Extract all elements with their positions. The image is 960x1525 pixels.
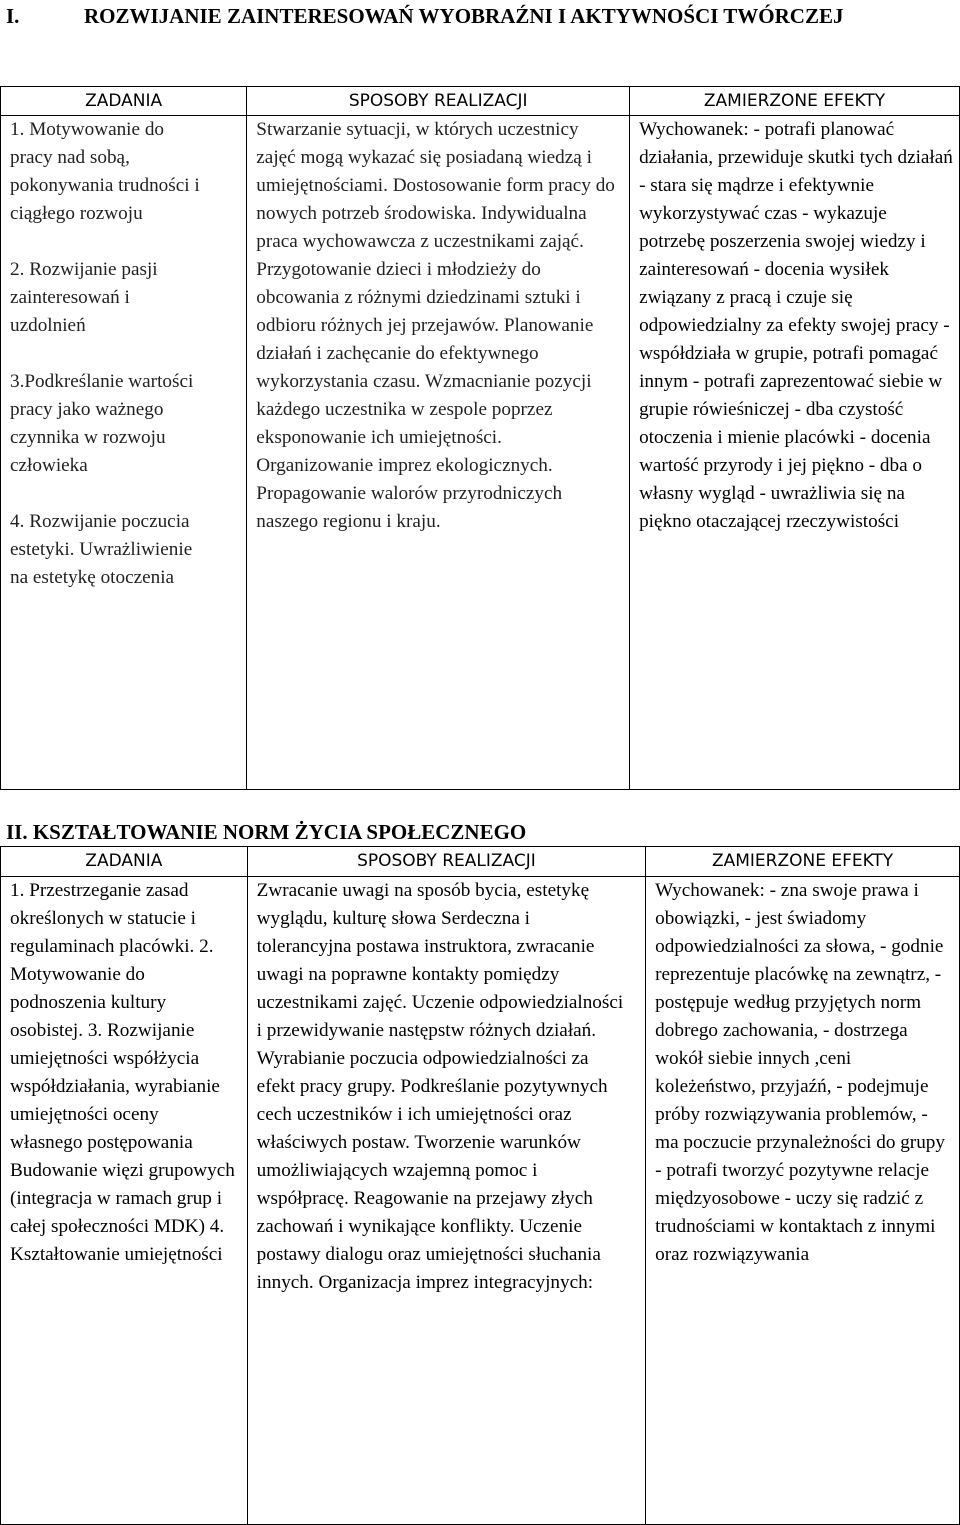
column-header-sposoby-realizacji: SPOSOBY REALIZACJI: [247, 847, 645, 877]
column-header-sposoby-realizacji: SPOSOBY REALIZACJI: [247, 87, 630, 116]
effects-cell: [646, 877, 960, 1525]
section-2-table: [0, 846, 960, 1525]
effects-text: Wychowanek: - zna swoje prawa i obowiązki, - jest świadomy odpowiedzialności za słowa, - godnie reprezentuje placówkę na zewnątrz, - postępuje według przyjętych norm dobrego zachowania, - dostrzega wokół siebie innych ,ceni koleżeństwo, przyjaźń, - podejmuje próby rozwiązywania problemów, - ma poczucie przynależności do grupy - potrafi tworzyć pozytywne relacje międzyosobowe - uczy się radzić z trudnościami w kontaktach z innymi oraz rozwiązywania: [655, 880, 945, 1265]
task-item: 2. Rozwijanie pasji zainteresowań i uzdolnień: [10, 259, 158, 336]
tasks-text: 1. Przestrzeganie zasad określonych w statucie i regulaminach placówki. 2. Motywowanie do podnoszenia kultury osobistej. 3. Rozwijanie umiejętności współżycia współdziałania, wyrabianie umiejętności oceny własnego postępowania Budowanie więzi grupowych (integracja w ramach grup i całej społeczności MDK) 4. Kształtowanie umiejętności: [10, 880, 235, 1265]
methods-cell: [247, 877, 645, 1525]
methods-cell: [247, 116, 630, 790]
section-1-title: ROZWIJANIE ZAINTERESOWAŃ WYOBRAŹNI I AKTYWNOŚCI TWÓRCZEJ: [84, 4, 844, 28]
effects-text: Wychowanek: - potrafi planować działania, przewiduje skutki tych działań - stara się mądrze i efektywnie wykorzystywać czas - wykazuje potrzebę poszerzenia swojej wiedzy i zainteresowań - docenia wysiłek związany z pracą i czuje się odpowiedzialny za efekty swojej pracy - współdziała w grupie, potrafi pomagać innym - potrafi zaprezentować siebie w grupie rówieśniczej - dba czystość otoczenia i mienie placówki - docenia wartość przyrody i jej piękno - dba o własny wygląd - uwrażliwia się na piękno otaczającej rzeczywistości: [639, 119, 953, 532]
section-2-title: II. KSZTAŁTOWANIE NORM ŻYCIA SPOŁECZNEGO: [6, 820, 527, 844]
task-item: 4. Rozwijanie poczucia estetyki. Uwrażliwienie na estetykę otoczenia: [10, 511, 193, 588]
section-1-number: I.: [6, 4, 20, 28]
column-header-zamierzone-efekty: ZAMIERZONE EFEKTY: [646, 847, 960, 877]
task-item: 3.Podkreślanie wartości pracy jako ważnego czynnika w rozwoju człowieka: [10, 371, 194, 476]
section-1-table: [0, 86, 960, 790]
methods-text: Zwracanie uwagi na sposób bycia, estetykę wyglądu, kulturę słowa Serdeczna i tolerancyjna postawa instruktora, zwracanie uwagi na poprawne kontakty pomiędzy uczestnikami zajęć. Uczenie odpowiedzialności i przewidywanie następstw różnych działań. Wyrabianie poczucia odpowiedzialności za efekt pracy grupy. Podkreślanie pozytywnych cech uczestników i ich umiejętności oraz właściwych postaw. Tworzenie warunków umożliwiających wzajemną pomoc i współpracę. Reagowanie na przejawy złych zachowań i wynikające konflikty. Uczenie postawy dialogu oraz umiejętności słuchania innych. Organizacja imprez integracyjnych:: [256, 880, 624, 1293]
column-header-zamierzone-efekty: ZAMIERZONE EFEKTY: [630, 87, 960, 116]
task-item: 1. Motywowanie do pracy nad sobą, pokonywania trudności i ciągłego rozwoju: [10, 119, 200, 224]
effects-cell: [630, 116, 960, 790]
column-header-zadania: ZADANIA: [1, 847, 248, 877]
tasks-cell: [1, 116, 247, 790]
column-header-zadania: ZADANIA: [1, 87, 247, 116]
tasks-cell: [1, 877, 248, 1525]
methods-text: Stwarzanie sytuacji, w których uczestnicy zajęć mogą wykazać się posiadaną wiedzą i umiejętnościami. Dostosowanie form pracy do nowych potrzeb środowiska. Indywidualna praca wychowawcza z uczestnikami zająć. Przygotowanie dzieci i młodzieży do obcowania z różnymi dziedzinami sztuki i odbioru różnych jej przejawów. Planowanie działań i zachęcanie do efektywnego wykorzystania czasu. Wzmacnianie pozycji każdego uczestnika w zespole poprzez eksponowanie ich umiejętności. Organizowanie imprez ekologicznych. Propagowanie walorów przyrodniczych naszego regionu i kraju.: [256, 119, 615, 532]
